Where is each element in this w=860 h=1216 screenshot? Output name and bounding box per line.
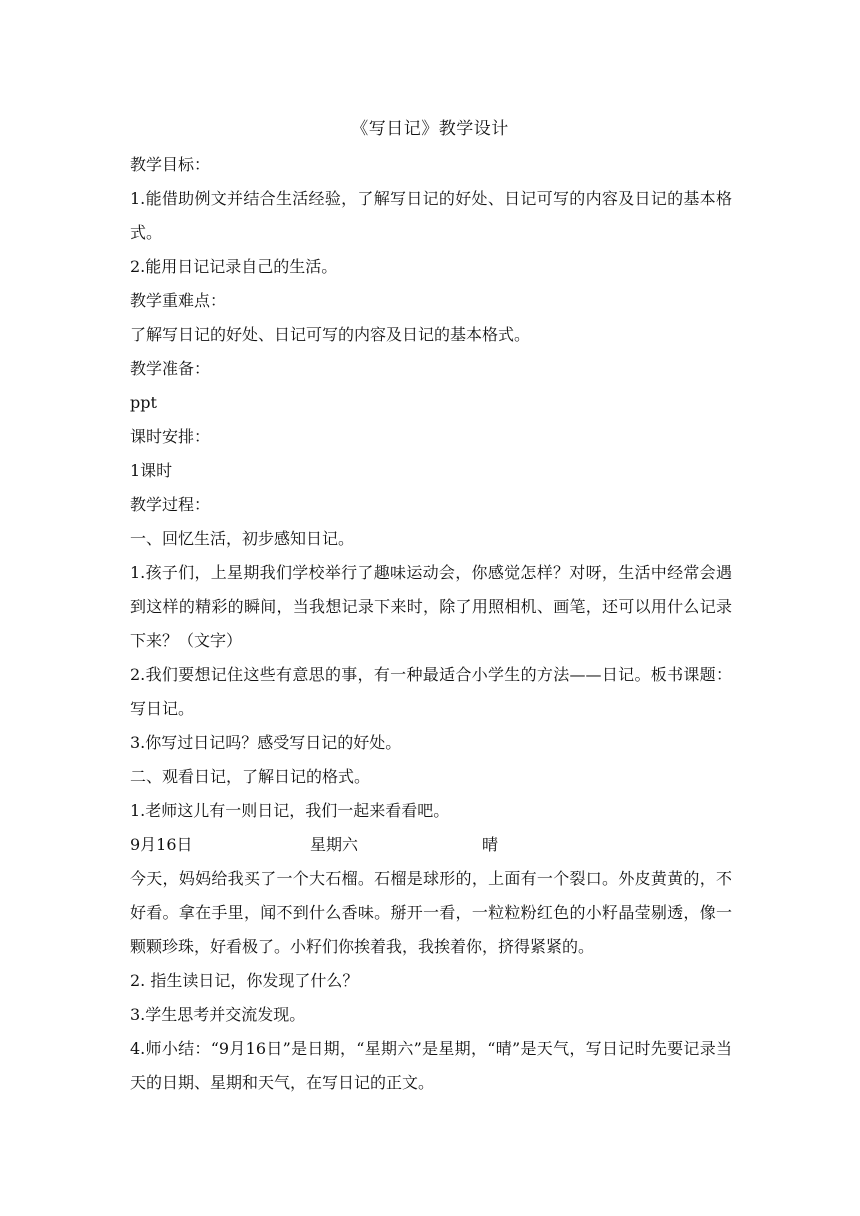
paragraph: 教学过程：: [130, 495, 211, 514]
paragraph: 二、观看日记，了解日记的格式。: [130, 767, 371, 786]
diary-weather: 晴: [482, 835, 499, 854]
paragraph: 课时安排：: [130, 427, 211, 446]
paragraph: 4.师小结：“9月16日”是日期，“星期六”是星期，“晴”是天气，写日记时先要记录当天的日期、星期和天气，在写日记的正文。: [130, 1039, 732, 1092]
paragraph: 教学准备：: [130, 359, 211, 378]
paragraph: 今天，妈妈给我买了一个大石榴。石榴是球形的，上面有一个裂口。外皮黄黄的，不好看。拿在手里，闻不到什么香味。掰开一看，一粒粒粉红色的小籽晶莹剔透，像一颗颗珍珠，好看极了。小籽们你挨着我，我挨着你，挤得紧紧的。: [130, 869, 732, 956]
diary-header: [130, 828, 732, 862]
paragraph: 教学重难点：: [130, 291, 227, 310]
paragraph: 了解写日记的好处、日记可写的内容及日记的基本格式。: [130, 325, 531, 344]
paragraph: 1.孩子们，上星期我们学校举行了趣味运动会，你感觉怎样？对呀，生活中经常会遇到这样的精彩的瞬间，当我想记录下来时，除了用照相机、画笔，还可以用什么记录下来？（文字）: [130, 563, 732, 650]
paragraph: 2.我们要想记住这些有意思的事，有一种最适合小学生的方法——日记。板书课题：写日记。: [130, 665, 732, 718]
document-title: 《写日记》教学设计: [351, 119, 509, 139]
document-body: [130, 148, 732, 1100]
paragraph: 3.学生思考并交流发现。: [130, 1005, 306, 1024]
diary-date: 9月16日: [130, 835, 193, 854]
paragraph: 2. 指生读日记，你发现了什么？: [130, 971, 359, 990]
diary-weekday: 星期六: [310, 835, 359, 854]
paragraph: 2.能用日记记录自己的生活。: [130, 257, 338, 276]
paragraph: ppt: [130, 393, 157, 412]
paragraph: 一、回忆生活，初步感知日记。: [130, 529, 355, 548]
paragraph: 1.能借助例文并结合生活经验，了解写日记的好处、日记可写的内容及日记的基本格式。: [130, 189, 732, 242]
paragraph: 1课时: [130, 461, 173, 480]
paragraph: 3.你写过日记吗？感受写日记的好处。: [130, 733, 402, 752]
paragraph: 教学目标：: [130, 155, 211, 174]
paragraph: 1.老师这儿有一则日记，我们一起来看看吧。: [130, 801, 450, 820]
